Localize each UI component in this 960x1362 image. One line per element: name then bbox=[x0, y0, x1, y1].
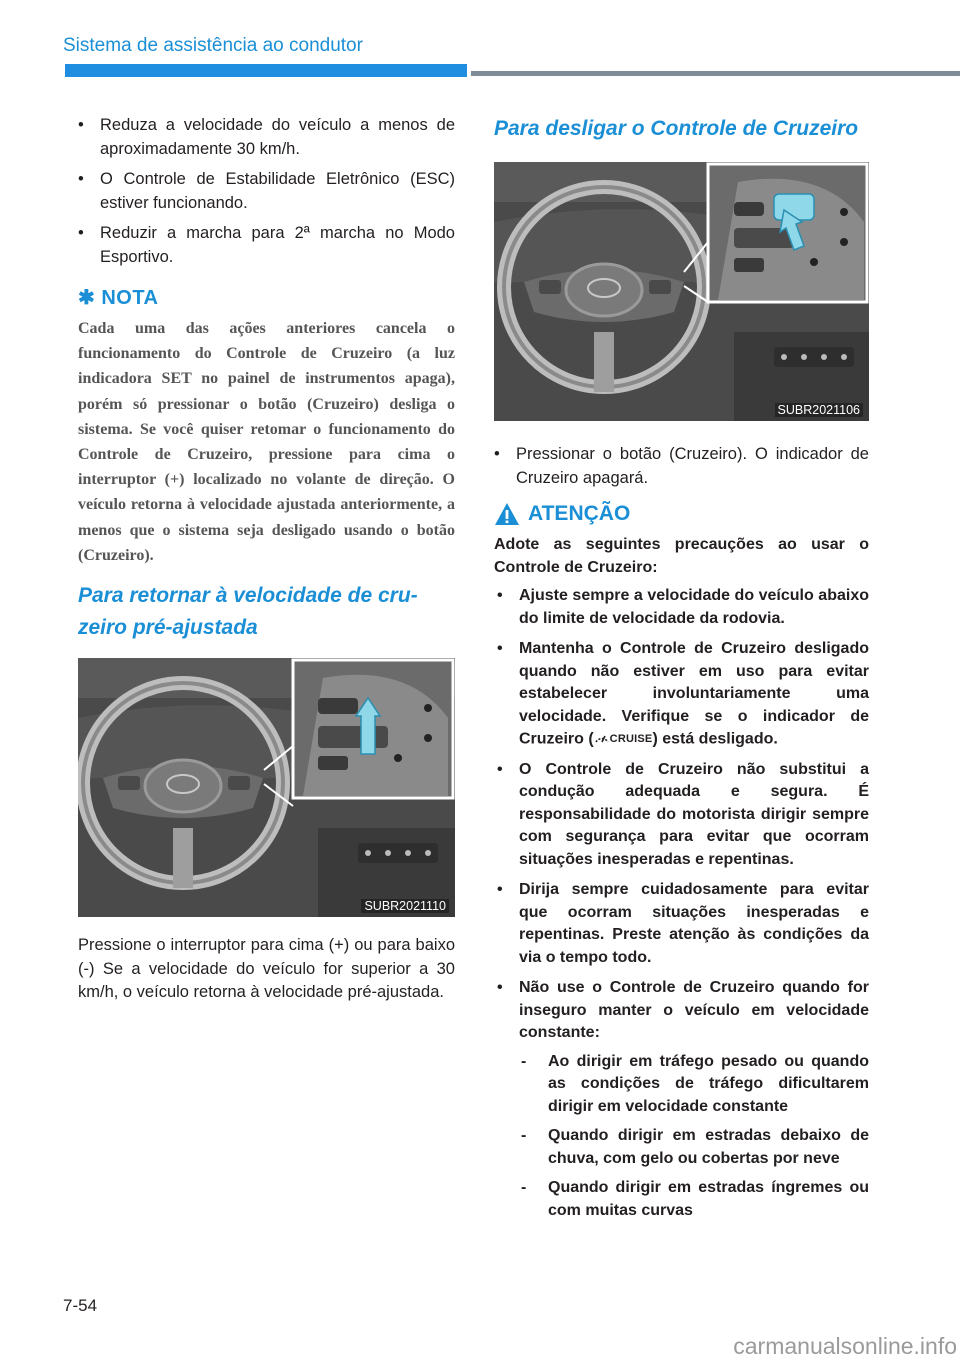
attention-item: • Ajuste sempre a velocidade do veículo abaixo do limite de velocidade da rodovia. bbox=[494, 585, 869, 630]
nota-body: Cada uma das ações anteriores cancela o funcionamento do Controle de Cruzeiro (a luz indicadora SET no painel de instrumentos apaga), porém só pressionar o botão (Cruzeiro) desliga o sistema. Se você quiser retomar o funcionamento do Controle de Cruzeiro, pressione para cima o interruptor (+) localizado no volante de direção. O veículo retorna à velocidade ajustada anteriormente, a menos que o sistema seja desligado usando o botão (Cruzeiro). bbox=[78, 320, 455, 564]
section-title-line: zeiro pré-ajustada bbox=[78, 616, 258, 640]
right-column bbox=[494, 113, 869, 1230]
steering-wheel-figure-off bbox=[494, 162, 869, 421]
header-bar-blue bbox=[65, 64, 467, 77]
figure-code: SUBR2021110 bbox=[361, 899, 449, 913]
attention-sub-item: - Quando dirigir em estradas debaixo de chuva, com gelo ou cobertas por neve bbox=[519, 1125, 869, 1170]
steering-wheel-illustration bbox=[78, 658, 455, 917]
off-list bbox=[494, 442, 869, 490]
condition-item: • O Controle de Estabilidade Eletrônico (ESC) estiver funcionando. bbox=[78, 167, 455, 215]
condition-item: • Reduzir a marcha para 2ª marcha no Modo Esportivo. bbox=[78, 221, 455, 269]
warning-icon bbox=[494, 502, 520, 526]
attention-item-text: Mantenha o Controle de Cruzeiro desligado quando não estiver em uso para evitar estabelecer involuntariamente uma velocidade. Verifique se o indicador de Cruzeiro ( bbox=[519, 640, 869, 748]
attention-sub-item: - Ao dirigir em tráfego pesado ou quando as condições de tráfego dificultarem dirigir em velocidade constante bbox=[519, 1051, 869, 1119]
steering-wheel-illustration bbox=[494, 162, 869, 421]
resume-paragraph: Pressione o interruptor para cima (+) ou para baixo (-) Se a velocidade do veículo for superior a 30 km/h, o veículo retorna à velocidade pré-ajustada. bbox=[78, 936, 455, 1002]
section-title-line: Para retornar à velocidade de cru- bbox=[78, 584, 418, 608]
cruise-indicator-icon bbox=[594, 728, 653, 751]
condition-item: • Reduza a velocidade do veículo a menos de aproximadamente 30 km/h. bbox=[78, 113, 455, 161]
attention-body bbox=[494, 534, 869, 1222]
asterisk-icon: ✱ bbox=[78, 287, 96, 309]
attention-list bbox=[494, 585, 869, 1222]
off-item: • Pressionar o botão (Cruzeiro). O indicador de Cruzeiro apagará. bbox=[494, 442, 869, 490]
attention-title: ATENÇÃO bbox=[528, 502, 631, 525]
attention-sub-item: - Quando dirigir em estradas íngremes ou com muitas curvas bbox=[519, 1177, 869, 1222]
header-bar-gray bbox=[471, 71, 960, 76]
attention-intro: Adote as seguintes precauções ao usar o Controle de Cruzeiro: bbox=[494, 536, 869, 576]
speedometer-icon bbox=[594, 730, 610, 744]
section-title-off: Para desligar o Controle de Cruzeiro bbox=[494, 117, 859, 140]
attention-item: • O Controle de Cruzeiro não substitui a condução adequada e segura. É responsabilidade do motorista dirigir sempre com segurança para evitar que ocorram situações inesperadas e repentinas. bbox=[494, 759, 869, 872]
attention-item-text: Não use o Controle de Cruzeiro quando for inseguro manter o veículo em velocidade constante: bbox=[519, 979, 869, 1042]
watermark: carmanualsonline.info bbox=[733, 1333, 957, 1359]
attention-item: • Dirija sempre cuidadosamente para evitar que ocorram situações inesperadas e repentinas. Preste atenção às condições da via o tempo todo. bbox=[494, 879, 869, 969]
header-title: Sistema de assistência ao condutor bbox=[63, 35, 363, 56]
cruise-label: CRUISE bbox=[609, 733, 653, 745]
attention-item bbox=[494, 638, 869, 751]
nota-heading bbox=[78, 285, 455, 310]
steering-wheel-figure-resume bbox=[78, 658, 455, 917]
attention-item bbox=[494, 977, 869, 1222]
section-title-resume bbox=[78, 580, 455, 644]
nota-title: NOTA bbox=[101, 287, 159, 309]
attention-item-text: ) está desligado. bbox=[652, 730, 778, 748]
attention-sub-list bbox=[519, 1051, 869, 1223]
figure-code: SUBR2021106 bbox=[775, 403, 863, 417]
condition-list bbox=[78, 113, 455, 269]
left-column bbox=[78, 113, 455, 1005]
attention-heading bbox=[494, 502, 869, 526]
page-number: 7-54 bbox=[63, 1296, 98, 1315]
